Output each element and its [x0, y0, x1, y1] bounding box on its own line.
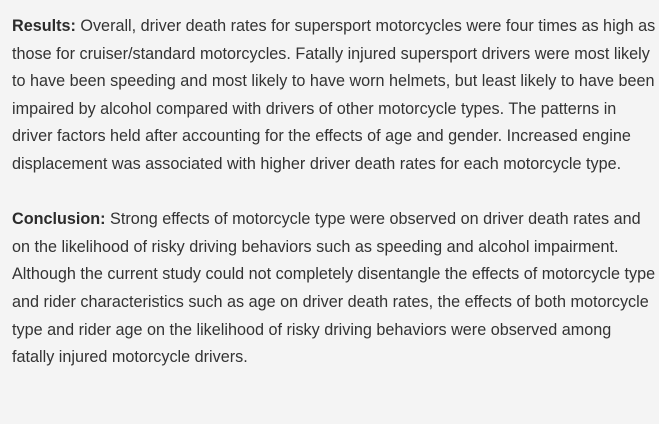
- results-text: Overall, driver death rates for supersport motorcycles were four times as high as those for cruiser/standard motorcycles. Fatally injured supersport drivers were most likely to have been speeding and most likely to have worn helmets, but least likely to have been impaired by alcohol compared with drivers of other motorcycle types. The patterns in driver factors held after accounting for the effects of age and gender. Increased engine displacement was associated with higher driver death rates for each motorcycle type.: [12, 17, 656, 173]
- results-heading: Results:: [12, 17, 76, 35]
- results-paragraph: [12, 13, 657, 179]
- abstract-section: [12, 13, 657, 372]
- conclusion-text: Strong effects of motorcycle type were observed on driver death rates and on the likelihood of risky driving behaviors such as speeding and alcohol impairment. Although the current study could not completely disentangle the effects of motorcycle type and rider characteristics such as age on driver death rates, the effects of both motorcycle type and rider age on the likelihood of risky driving behaviors were observed among fatally injured motorcycle drivers.: [12, 210, 656, 367]
- conclusion-heading: Conclusion:: [12, 210, 106, 229]
- conclusion-paragraph: [12, 206, 657, 372]
